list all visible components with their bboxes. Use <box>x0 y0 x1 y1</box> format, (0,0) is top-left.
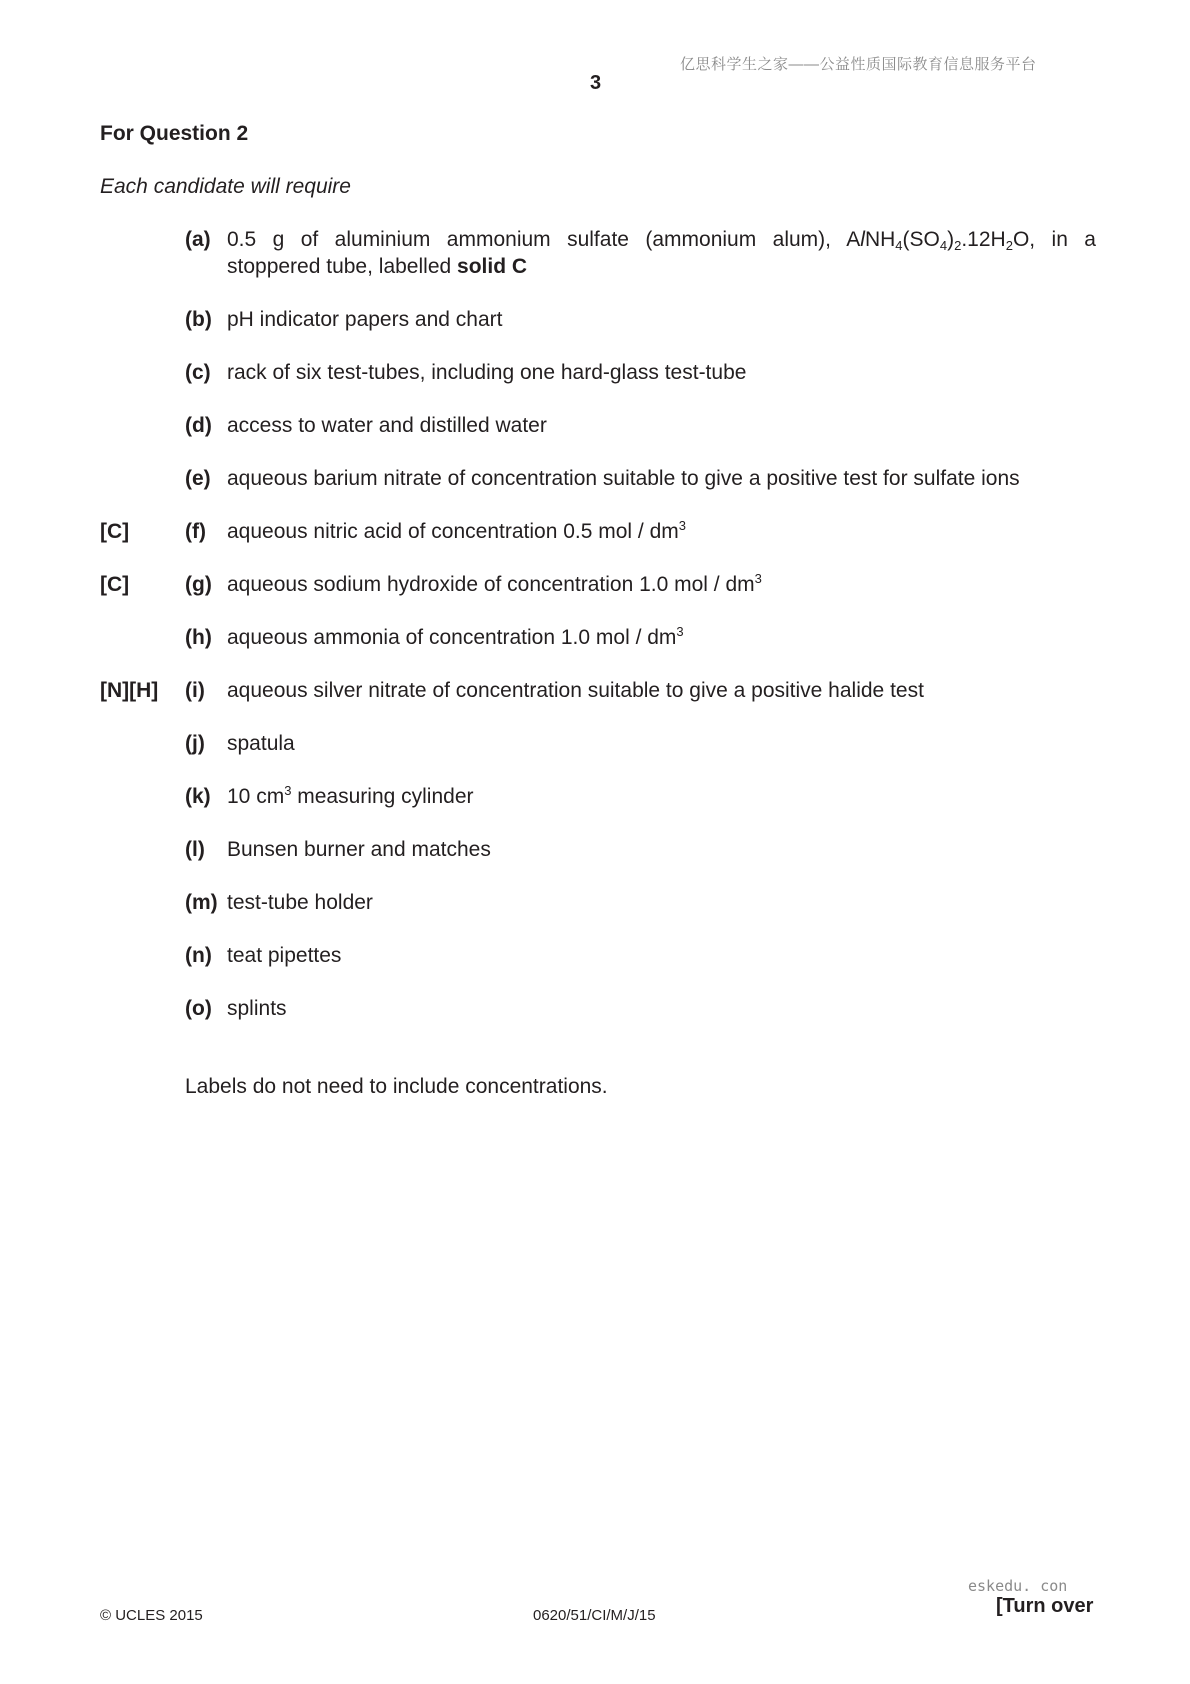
item-text: Bunsen burner and matches <box>227 838 491 861</box>
item-text: pH indicator papers and chart <box>227 308 503 331</box>
item-letter: (e) <box>185 467 211 490</box>
item-letter: (m) <box>185 891 218 914</box>
footer-watermark: eskedu. con <box>968 1577 1068 1595</box>
header-watermark: 亿思科学生之家——公益性质国际教育信息服务平台 <box>680 56 1037 73</box>
item-letter: (d) <box>185 414 212 437</box>
footer-copyright: © UCLES 2015 <box>100 1607 203 1624</box>
item-text: aqueous silver nitrate of concentration suitable to give a positive halide test <box>227 679 924 702</box>
item-letter: (h) <box>185 626 212 649</box>
item-text-line-1: 0.5 g of aluminium ammonium sulfate (ammonium alum), $AlNH_4(SO_4)_2.12H_2O$, in a <box>227 228 1096 253</box>
item-text: splints <box>227 997 287 1020</box>
footer-paper-code: 0620/51/CI/M/J/15 <box>533 1607 656 1624</box>
labels-note: Labels do not need to include concentrations. <box>185 1075 608 1098</box>
page-number: 3 <box>590 72 602 94</box>
intro-text: Each candidate will require <box>100 175 351 198</box>
turn-over-label: [Turn over <box>996 1595 1094 1617</box>
item-text: teat pipettes <box>227 944 342 967</box>
item-text: rack of six test-tubes, including one hard-glass test-tube <box>227 361 747 384</box>
item-text: aqueous sodium hydroxide of concentration 1.0 mol / $dm^3$ <box>227 571 762 596</box>
item-marker: [C] <box>100 573 130 596</box>
item-letter: (j) <box>185 732 205 755</box>
item-letter: (a) <box>185 228 211 251</box>
item-text: aqueous nitric acid of concentration 0.5 mol / $dm^3$ <box>227 518 686 543</box>
item-letter: (o) <box>185 997 212 1020</box>
item-text: aqueous ammonia of concentration 1.0 mol / $dm^3$ <box>227 624 684 649</box>
section-heading: For Question 2 <box>100 122 249 145</box>
item-text: 10 $cm^3$ measuring cylinder <box>227 783 474 808</box>
item-text: test-tube holder <box>227 891 373 914</box>
item-letter: (l) <box>185 838 205 861</box>
item-letter: (g) <box>185 573 212 596</box>
item-letter: (f) <box>185 520 206 543</box>
item-text: access to water and distilled water <box>227 414 547 437</box>
item-letter: (c) <box>185 361 211 384</box>
item-letter: (n) <box>185 944 212 967</box>
item-letter: (k) <box>185 785 211 808</box>
item-letter: (i) <box>185 679 205 702</box>
item-text: spatula <box>227 732 295 755</box>
item-text: aqueous barium nitrate of concentration suitable to give a positive test for sulfate ions <box>227 467 1020 490</box>
item-marker: [N][H] <box>100 679 159 702</box>
item-marker: [C] <box>100 520 130 543</box>
item-letter: (b) <box>185 308 212 331</box>
item-text-line-2: stoppered tube, labelled solid C <box>227 255 528 278</box>
